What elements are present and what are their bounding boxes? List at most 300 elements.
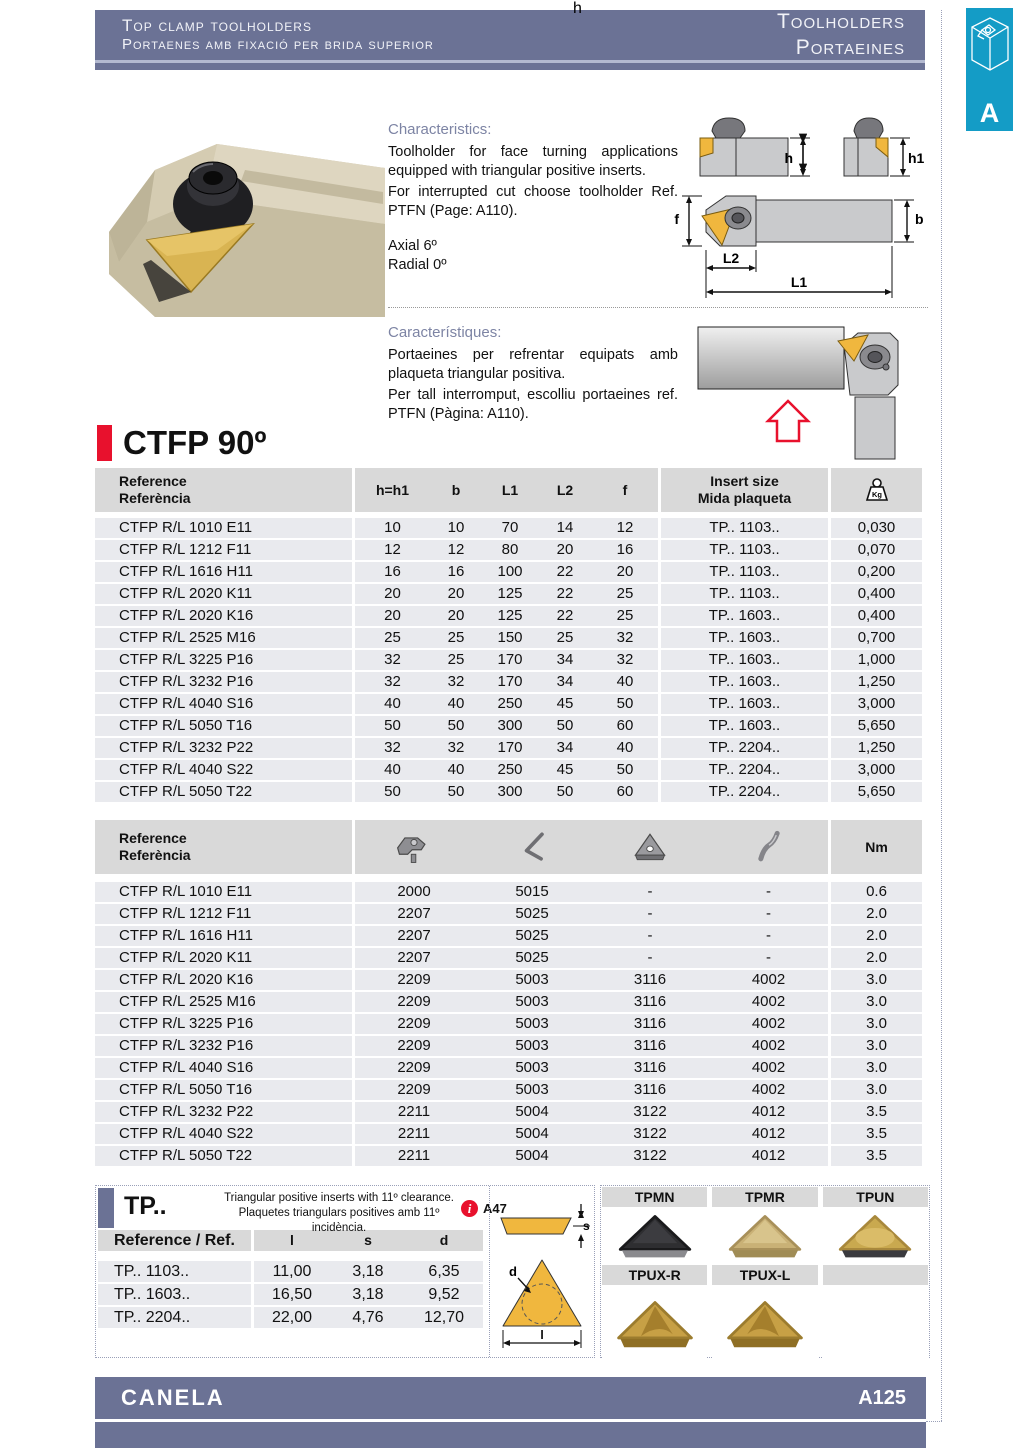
shim-part-number: - bbox=[647, 949, 653, 966]
weight-cell: 0,030 bbox=[831, 518, 922, 538]
clamp-part-number: 2209 bbox=[397, 1015, 431, 1032]
reference-cell: CTFP R/L 3232 P16 bbox=[95, 672, 352, 692]
doc-title-ca: Portaenes amb fixació per brida superior bbox=[122, 36, 434, 54]
info-page-ref: A47 bbox=[483, 1201, 507, 1216]
clamp-part-number: 2207 bbox=[397, 949, 431, 966]
pin-part-number: - bbox=[766, 927, 771, 944]
insert-photo-tpux-l bbox=[721, 1295, 809, 1351]
weight-cell: 0,400 bbox=[831, 584, 922, 604]
radial-angle: Radial 0º bbox=[388, 257, 447, 274]
L2-value: 25 bbox=[556, 629, 574, 646]
s-value: 3,18 bbox=[352, 1286, 384, 1303]
table-row bbox=[95, 540, 925, 560]
svg-text:l: l bbox=[540, 1328, 544, 1342]
shim-icon bbox=[630, 829, 670, 865]
L2-value: 34 bbox=[556, 673, 574, 690]
reference-cell: CTFP R/L 1616 H11 bbox=[95, 926, 352, 946]
section-tab-a bbox=[966, 8, 1013, 131]
shim-part-number: 3116 bbox=[633, 1059, 667, 1076]
reference-cell: CTFP R/L 3225 P16 bbox=[95, 1014, 352, 1034]
allen-key-icon bbox=[512, 829, 552, 865]
L1-value: 170 bbox=[497, 651, 523, 668]
table-row bbox=[95, 1124, 925, 1144]
col-l: l bbox=[290, 1232, 294, 1248]
table-row bbox=[95, 606, 925, 626]
insert-size-cell: TP.. 2204.. bbox=[661, 760, 828, 780]
L2-value: 50 bbox=[556, 783, 574, 800]
col-L1: L1 bbox=[501, 482, 519, 498]
brand-logo: CANELA bbox=[121, 1385, 225, 1410]
h-value: 25 bbox=[384, 629, 401, 646]
clamp-part-number: 2209 bbox=[397, 1081, 431, 1098]
b-value: 32 bbox=[447, 739, 465, 756]
margin-guide-corner bbox=[926, 1421, 942, 1422]
insert-desc-en: Triangular positive inserts with 11º clearance. bbox=[224, 1192, 454, 1204]
h-value: 32 bbox=[384, 673, 401, 690]
table-row bbox=[95, 904, 925, 924]
col-reference-en: Reference bbox=[119, 829, 187, 846]
accent-bar bbox=[97, 425, 112, 461]
L1-value: 300 bbox=[497, 717, 523, 734]
L1-value: 250 bbox=[497, 761, 523, 778]
pin-part-number: - bbox=[766, 883, 771, 900]
clamp-part-number: 2209 bbox=[397, 993, 431, 1010]
key-part-number: 5003 bbox=[515, 971, 549, 988]
L2-value: 34 bbox=[556, 739, 574, 756]
pin-part-number: 4002 bbox=[751, 1037, 786, 1054]
pin-part-number: 4002 bbox=[751, 993, 786, 1010]
f-value: 32 bbox=[616, 651, 634, 668]
insert-size-cell: TP.. 1603.. bbox=[661, 606, 828, 626]
d-value: 9,52 bbox=[428, 1286, 460, 1303]
reference-cell: CTFP R/L 2020 K11 bbox=[95, 584, 352, 604]
d-value: 12,70 bbox=[423, 1309, 465, 1326]
h-value: 50 bbox=[384, 717, 401, 734]
table-row bbox=[95, 782, 925, 802]
b-value: 25 bbox=[447, 651, 465, 668]
insert-size-cell: TP.. 1603.. bbox=[661, 716, 828, 736]
L1-value: 100 bbox=[497, 563, 523, 580]
key-part-number: 5004 bbox=[515, 1103, 549, 1120]
col-torque: Nm bbox=[865, 839, 888, 855]
col-insert-size-ca: Mida plaqueta bbox=[697, 490, 792, 506]
insert-photo-tpun bbox=[831, 1211, 919, 1261]
clamp-part-number: 2207 bbox=[397, 927, 431, 944]
table-row bbox=[95, 628, 925, 648]
L2-value: 45 bbox=[556, 761, 574, 778]
insert-photo-tpmn bbox=[611, 1211, 699, 1261]
page-footer bbox=[95, 1377, 926, 1448]
insert-dimension-diagram bbox=[493, 1188, 594, 1356]
reference-cell: CTFP R/L 2020 K11 bbox=[95, 948, 352, 968]
table-row bbox=[95, 650, 925, 670]
torque-cell: 3.5 bbox=[831, 1146, 922, 1166]
b-value: 40 bbox=[447, 695, 465, 712]
key-part-number: 5003 bbox=[515, 1015, 549, 1032]
reference-cell: CTFP R/L 1616 H11 bbox=[95, 562, 352, 582]
table-row bbox=[95, 1036, 925, 1056]
table-row bbox=[95, 1080, 925, 1100]
doc-title-en: Top clamp toolholders bbox=[122, 16, 312, 35]
tab-letter: A bbox=[979, 98, 1000, 128]
shim-part-number: 3116 bbox=[633, 1015, 667, 1032]
svg-text:L2: L2 bbox=[722, 250, 740, 266]
col-h: h=h1 bbox=[375, 482, 410, 498]
pin-part-number: 4002 bbox=[751, 1081, 786, 1098]
table-row bbox=[95, 738, 925, 758]
L2-value: 22 bbox=[556, 563, 574, 580]
weight-cell: 0,400 bbox=[831, 606, 922, 626]
reference-cell: CTFP R/L 4040 S16 bbox=[95, 1058, 352, 1078]
L2-value: 34 bbox=[556, 651, 574, 668]
insert-photo-empty bbox=[823, 1287, 928, 1358]
header-bar bbox=[95, 10, 925, 60]
torque-cell: 3.0 bbox=[831, 1058, 922, 1078]
L1-value: 125 bbox=[497, 607, 523, 624]
b-value: 40 bbox=[447, 761, 465, 778]
dimensions-table bbox=[95, 468, 925, 804]
key-part-number: 5003 bbox=[515, 1059, 549, 1076]
table-row bbox=[95, 1058, 925, 1078]
insert-type-label: TPMN bbox=[602, 1187, 707, 1207]
reference-cell: CTFP R/L 4040 S22 bbox=[95, 760, 352, 780]
b-value: 20 bbox=[447, 607, 465, 624]
s-value: 3,18 bbox=[352, 1263, 384, 1280]
weight-cell: 0,200 bbox=[831, 562, 922, 582]
reference-cell: TP.. 1603.. bbox=[98, 1284, 251, 1305]
section-divider bbox=[388, 307, 928, 308]
insert-size-cell: TP.. 1103.. bbox=[661, 584, 828, 604]
shim-part-number: 3122 bbox=[633, 1125, 667, 1142]
weight-cell: 5,650 bbox=[831, 782, 922, 802]
b-value: 25 bbox=[447, 629, 465, 646]
col-reference-ca: Referència bbox=[119, 847, 191, 863]
f-value: 25 bbox=[616, 607, 634, 624]
table-row bbox=[95, 672, 925, 692]
reference-cell: CTFP R/L 1212 F11 bbox=[95, 540, 352, 560]
clamp-part-number: 2207 bbox=[397, 905, 431, 922]
svg-text:h: h bbox=[784, 150, 793, 166]
h-value: 16 bbox=[384, 563, 401, 580]
svg-text:d: d bbox=[509, 1264, 517, 1279]
accent-bar bbox=[98, 1188, 114, 1228]
reference-cell: CTFP R/L 1010 E11 bbox=[95, 882, 352, 902]
spare-parts-table bbox=[95, 820, 925, 1168]
col-insert-size-en: Insert size bbox=[710, 472, 779, 489]
category-title-en: Toolholders bbox=[776, 9, 905, 33]
reference-cell: CTFP R/L 5050 T22 bbox=[95, 782, 352, 802]
insert-photo-tpux-r bbox=[611, 1295, 699, 1351]
l-value: 16,50 bbox=[271, 1286, 313, 1303]
table-row bbox=[95, 926, 925, 946]
header-strip bbox=[95, 63, 925, 70]
f-value: 50 bbox=[616, 761, 634, 778]
svg-text:h1: h1 bbox=[908, 150, 925, 166]
col-f: f bbox=[622, 482, 628, 498]
weight-cell: 1,250 bbox=[831, 738, 922, 758]
footer-strip bbox=[95, 1422, 926, 1448]
clamp-part-number: 2209 bbox=[397, 1059, 431, 1076]
table-row bbox=[95, 1102, 925, 1122]
reference-cell: CTFP R/L 3232 P22 bbox=[95, 738, 352, 758]
weight-cell: 0,070 bbox=[831, 540, 922, 560]
weight-cell: 0,700 bbox=[831, 628, 922, 648]
torque-cell: 0.6 bbox=[831, 882, 922, 902]
pin-part-number: 4012 bbox=[751, 1147, 786, 1164]
insert-photo-tpmr bbox=[721, 1211, 809, 1261]
h-value: 50 bbox=[384, 783, 401, 800]
L1-value: 70 bbox=[501, 519, 519, 536]
clamp-part-number: 2211 bbox=[397, 1147, 431, 1164]
h-value: 20 bbox=[384, 607, 401, 624]
svg-text:f: f bbox=[674, 211, 679, 227]
pin-part-number: - bbox=[766, 905, 771, 922]
table-row bbox=[95, 716, 925, 736]
col-s: s bbox=[364, 1232, 372, 1248]
torque-cell: 3.0 bbox=[831, 1014, 922, 1034]
h-value: 12 bbox=[384, 541, 401, 558]
h-value: 32 bbox=[384, 651, 401, 668]
inserts-info-box bbox=[95, 1185, 595, 1358]
svg-text:L1: L1 bbox=[790, 274, 808, 290]
table-row bbox=[95, 694, 925, 714]
characteristics-ca bbox=[388, 323, 678, 426]
insert-size-cell: TP.. 2204.. bbox=[661, 782, 828, 802]
torque-cell: 2.0 bbox=[831, 926, 922, 946]
h-value: 10 bbox=[384, 519, 401, 536]
characteristics-ca-text-1: Portaeines per refrentar equipats amb plaqueta triangular positiva. bbox=[388, 346, 678, 382]
b-value: 20 bbox=[447, 585, 465, 602]
info-icon: i bbox=[461, 1200, 478, 1217]
reference-cell: CTFP R/L 4040 S16 bbox=[95, 694, 352, 714]
feed-direction-arrow bbox=[768, 401, 808, 441]
svg-text:s: s bbox=[583, 1219, 590, 1233]
weight-cell: 5,650 bbox=[831, 716, 922, 736]
pin-part-number: 4002 bbox=[751, 1059, 786, 1076]
key-part-number: 5015 bbox=[515, 883, 549, 900]
shim-part-number: - bbox=[647, 883, 653, 900]
b-value: 50 bbox=[447, 783, 465, 800]
application-diagram bbox=[690, 317, 925, 462]
pin-part-number: 4002 bbox=[751, 971, 786, 988]
b-value: 32 bbox=[447, 673, 465, 690]
table-row bbox=[95, 1014, 925, 1034]
table-row bbox=[95, 1146, 925, 1166]
torque-cell: 3.5 bbox=[831, 1102, 922, 1122]
torque-cell: 3.5 bbox=[831, 1124, 922, 1144]
weight-cell: 1,250 bbox=[831, 672, 922, 692]
pin-part-number: 4012 bbox=[751, 1125, 786, 1142]
svg-text:b: b bbox=[915, 211, 924, 227]
characteristics-label-ca: Característiques: bbox=[388, 324, 502, 341]
L2-value: 20 bbox=[556, 541, 574, 558]
axial-angle: Axial 6º bbox=[388, 238, 437, 255]
clamp-part-number: 2209 bbox=[397, 1037, 431, 1054]
clamp-part-number: 2211 bbox=[397, 1125, 431, 1142]
characteristics-ca-text-2: Per tall interromput, escolliu portaeines ref. PTFN (Pàgina: A110). bbox=[388, 387, 678, 423]
reference-cell: CTFP R/L 5050 T16 bbox=[95, 1080, 352, 1100]
shim-pin-icon bbox=[749, 829, 789, 865]
shim-part-number: 3122 bbox=[633, 1103, 667, 1120]
key-part-number: 5025 bbox=[515, 927, 549, 944]
h-value: 20 bbox=[384, 585, 401, 602]
torque-cell: 3.0 bbox=[831, 992, 922, 1012]
weight-cell: 1,000 bbox=[831, 650, 922, 670]
reference-cell: CTFP R/L 2020 K16 bbox=[95, 970, 352, 990]
torque-cell: 3.0 bbox=[831, 970, 922, 990]
col-reference-en: Reference bbox=[119, 472, 187, 489]
torque-cell: 2.0 bbox=[831, 904, 922, 924]
reference-cell: CTFP R/L 1010 E11 bbox=[95, 518, 352, 538]
reference-cell: CTFP R/L 5050 T22 bbox=[95, 1146, 352, 1166]
insert-size-cell: TP.. 1103.. bbox=[661, 518, 828, 538]
f-value: 40 bbox=[616, 739, 634, 756]
margin-guide bbox=[941, 10, 942, 1421]
key-part-number: 5003 bbox=[515, 1037, 549, 1054]
col-d: d bbox=[439, 1232, 449, 1248]
kg-weight-icon bbox=[863, 476, 891, 504]
l-value: 22,00 bbox=[271, 1309, 313, 1326]
insert-size-cell: TP.. 1603.. bbox=[661, 672, 828, 692]
insert-size-cell: TP.. 1103.. bbox=[661, 562, 828, 582]
h-value: 40 bbox=[384, 695, 401, 712]
insert-size-cell: TP.. 1603.. bbox=[661, 650, 828, 670]
L2-value: 50 bbox=[556, 717, 574, 734]
key-part-number: 5004 bbox=[515, 1147, 549, 1164]
svg-text:Kg: Kg bbox=[871, 490, 882, 499]
f-value: 32 bbox=[616, 629, 634, 646]
L1-value: 150 bbox=[497, 629, 523, 646]
L1-value: 300 bbox=[497, 783, 523, 800]
table-row bbox=[95, 882, 925, 902]
L1-value: 170 bbox=[497, 673, 523, 690]
insert-desc-ca: Plaquetes triangulars positives amb 11º incidència. bbox=[238, 1206, 440, 1234]
shim-part-number: 3122 bbox=[633, 1147, 667, 1164]
table-row bbox=[95, 518, 925, 538]
f-value: 60 bbox=[616, 783, 634, 800]
table-row bbox=[95, 948, 925, 968]
s-value: 4,76 bbox=[352, 1309, 384, 1326]
L1-value: 250 bbox=[497, 695, 523, 712]
table-row bbox=[95, 760, 925, 780]
b-value: 12 bbox=[447, 541, 465, 558]
clamp-icon bbox=[394, 829, 434, 865]
L1-value: 170 bbox=[497, 739, 523, 756]
table-row bbox=[95, 970, 925, 990]
L1-value: 125 bbox=[497, 585, 523, 602]
box-divider bbox=[489, 1186, 490, 1357]
weight-cell: 3,000 bbox=[831, 760, 922, 780]
insert-code: TP.. bbox=[124, 1192, 167, 1220]
reference-cell: TP.. 2204.. bbox=[98, 1307, 251, 1328]
key-part-number: 5003 bbox=[515, 993, 549, 1010]
characteristics-text-2: For interrupted cut choose toolholder Ref. PTFN (Page: A110). bbox=[388, 184, 678, 220]
insert-type-label: TPUN bbox=[823, 1187, 928, 1207]
b-value: 50 bbox=[447, 717, 465, 734]
d-value: 6,35 bbox=[428, 1263, 460, 1280]
reference-cell: CTFP R/L 2525 M16 bbox=[95, 628, 352, 648]
key-part-number: 5025 bbox=[515, 949, 549, 966]
reference-cell: CTFP R/L 3232 P22 bbox=[95, 1102, 352, 1122]
reference-cell: CTFP R/L 4040 S22 bbox=[95, 1124, 352, 1144]
clamp-part-number: 2209 bbox=[397, 971, 431, 988]
pin-part-number: - bbox=[766, 949, 771, 966]
insert-types-grid bbox=[600, 1185, 930, 1358]
col-L2: L2 bbox=[556, 482, 574, 498]
shim-part-number: - bbox=[647, 927, 653, 944]
table-row bbox=[95, 562, 925, 582]
shim-part-number: 3116 bbox=[633, 1037, 667, 1054]
insert-type-label: TPMR bbox=[712, 1187, 817, 1207]
insert-type-label-empty bbox=[823, 1265, 928, 1285]
shim-part-number: 3116 bbox=[633, 993, 667, 1010]
weight-cell: 3,000 bbox=[831, 694, 922, 714]
f-value: 50 bbox=[616, 695, 634, 712]
b-value: 10 bbox=[447, 519, 465, 536]
shim-part-number: - bbox=[647, 905, 653, 922]
insert-size-cell: TP.. 1103.. bbox=[661, 540, 828, 560]
L2-value: 22 bbox=[556, 585, 574, 602]
toolholder-wireframe-icon bbox=[968, 8, 1012, 96]
dimensions-table-header bbox=[95, 468, 925, 512]
l-value: 11,00 bbox=[272, 1263, 312, 1280]
f-value: 25 bbox=[616, 585, 634, 602]
reference-cell: CTFP R/L 3225 P16 bbox=[95, 650, 352, 670]
page-title: CTFP 90º bbox=[123, 424, 267, 461]
torque-cell: 2.0 bbox=[831, 948, 922, 968]
reference-cell: CTFP R/L 2020 K16 bbox=[95, 606, 352, 626]
f-value: 60 bbox=[616, 717, 634, 734]
f-value: 20 bbox=[616, 563, 634, 580]
table-row bbox=[95, 584, 925, 604]
reference-cell: CTFP R/L 1212 F11 bbox=[95, 904, 352, 924]
shim-part-number: 3116 bbox=[633, 1081, 667, 1098]
torque-cell: 3.0 bbox=[831, 1036, 922, 1056]
reference-cell: CTFP R/L 3232 P16 bbox=[95, 1036, 352, 1056]
clamp-part-number: 2000 bbox=[397, 883, 431, 900]
characteristics-en bbox=[388, 120, 678, 276]
torque-cell: 3.0 bbox=[831, 1080, 922, 1100]
insert-size-cell: TP.. 2204.. bbox=[661, 738, 828, 758]
b-value: 16 bbox=[447, 563, 465, 580]
h-value: 40 bbox=[384, 761, 401, 778]
clamp-part-number: 2211 bbox=[397, 1103, 431, 1120]
svg-text:h: h bbox=[573, 0, 582, 17]
insert-size-cell: TP.. 1603.. bbox=[661, 628, 828, 648]
insert-size-cell: TP.. 1603.. bbox=[661, 694, 828, 714]
insert-type-label: TPUX-R bbox=[602, 1265, 707, 1285]
pin-part-number: 4012 bbox=[751, 1103, 786, 1120]
insert-type-label: TPUX-L bbox=[712, 1265, 817, 1285]
characteristics-text-1: Toolholder for face turning applications equipped with triangular positive inserts. bbox=[388, 143, 678, 179]
L1-value: 80 bbox=[501, 541, 519, 558]
col-reference: Reference / Ref. bbox=[98, 1230, 251, 1251]
L2-value: 45 bbox=[556, 695, 574, 712]
h-value: 32 bbox=[384, 739, 401, 756]
pin-part-number: 4002 bbox=[751, 1015, 786, 1032]
reference-cell: CTFP R/L 2525 M16 bbox=[95, 992, 352, 1012]
key-part-number: 5025 bbox=[515, 905, 549, 922]
L2-value: 14 bbox=[556, 519, 574, 536]
f-value: 40 bbox=[616, 673, 634, 690]
reference-cell: TP.. 1103.. bbox=[98, 1261, 251, 1282]
col-reference-ca: Referència bbox=[119, 490, 191, 506]
table-row bbox=[95, 992, 925, 1012]
shim-part-number: 3116 bbox=[633, 971, 667, 988]
product-photo bbox=[95, 112, 385, 317]
key-part-number: 5003 bbox=[515, 1081, 549, 1098]
characteristics-label-en: Characteristics: bbox=[388, 121, 492, 138]
